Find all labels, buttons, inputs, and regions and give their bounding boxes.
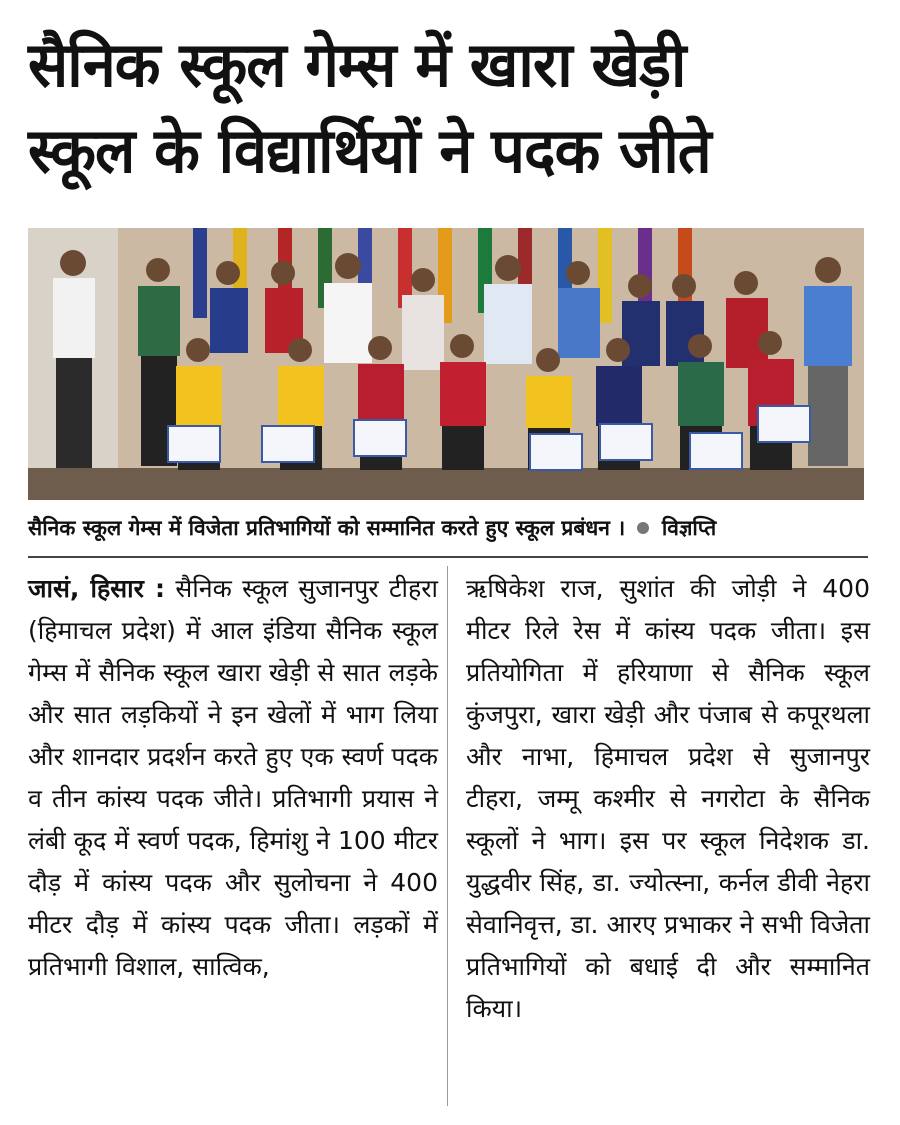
photo-caption — [28, 514, 868, 542]
article-column-right — [466, 568, 870, 1030]
article-body-left: सैनिक स्कूल सुजानपुर टीहरा (हिमाचल प्रदेश) में आल इंडिया सैनिक स्कूल गेम्स में सैनिक स्कूल खारा खेड़ी से सात लड़के और सात लड़कियों ने इन खेलों में भाग लिया और शानदार प्रदर्शन करते हुए एक स्वर्ण पदक व तीन कांस्य पदक जीते। प्रतिभागी प्रयास ने लंबी कूद में स्वर्ण पदक, हिमांशु ने 100 मीटर दौड़ में कांस्य पदक और सुलोचना ने 400 मीटर दौड़ में कांस्य पदक जीता। लड़कों में प्रतिभागी विशाल, सात्विक, — [28, 574, 438, 981]
caption-divider — [28, 556, 868, 558]
bullet-icon — [637, 522, 649, 534]
headline-line-2: स्कूल के विद्यार्थियों ने पदक जीते — [28, 114, 711, 187]
column-divider — [447, 566, 448, 1106]
caption-text: सैनिक स्कूल गेम्स में विजेता प्रतिभागियों को सम्मानित करते हुए स्कूल प्रबंधन । — [28, 516, 626, 540]
article-column-left — [28, 568, 438, 988]
group-photo-illustration — [28, 228, 864, 500]
headline-line-1: सैनिक स्कूल गेम्स में खारा खेड़ी — [28, 28, 686, 101]
caption-credit: विज्ञप्ति — [661, 516, 717, 540]
article-body-right: ऋषिकेश राज, सुशांत की जोड़ी ने 400 मीटर रिले रेस में कांस्य पदक जीता। इस प्रतियोगिता में हरियाणा से सैनिक स्कूल कुंजपुरा, खारा खेड़ी और पंजाब से कपूरथला और नाभा, हिमाचल प्रदेश से सुजानपुर टीहरा, जम्मू कश्मीर से नगरोटा के सैनिक स्कूलों ने भाग। इस पर स्कूल निदेशक डा. युद्धवीर सिंह, डा. ज्योत्स्ना, कर्नल डीवी नेहरा सेवानिवृत्त, डा. आरए प्रभाकर ने सभी विजेता प्रतिभागियों को बधाई दी और सम्मानित किया। — [466, 574, 871, 1023]
headline — [28, 22, 844, 194]
group-photo — [28, 228, 864, 500]
dateline: जासं, हिसार : — [28, 574, 165, 603]
